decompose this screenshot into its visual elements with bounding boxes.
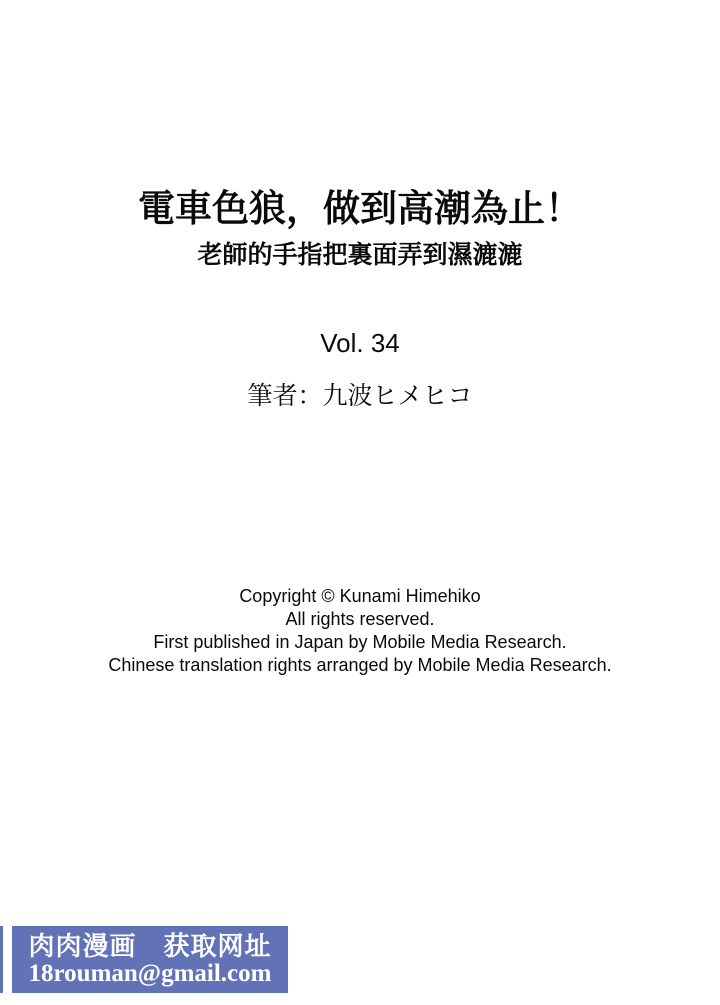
volume-label: Vol. 34 — [320, 328, 400, 358]
watermark-site-name: 肉肉漫画 获取网址 — [28, 931, 272, 961]
copyright-line-1: Copyright © Kunami Himehiko — [239, 586, 481, 606]
copyright-line-4: Chinese translation rights arranged by Mobile Media Research. — [108, 655, 612, 675]
watermark-edge-strip — [0, 926, 3, 993]
copyright-line-2: All rights reserved. — [285, 609, 435, 629]
watermark-badge — [12, 926, 288, 993]
copyright-block — [0, 585, 720, 677]
watermark-email: 18rouman@gmail.com — [28, 960, 272, 987]
author-label: 筆者：九波ヒメヒコ — [247, 382, 473, 410]
page-subtitle: 老師的手指把裏面弄到濕漉漉 — [197, 241, 523, 269]
copyright-line-3: First published in Japan by Mobile Media Research. — [153, 632, 567, 652]
page-title: 電車色狼，做到高潮為止！ — [138, 188, 582, 229]
